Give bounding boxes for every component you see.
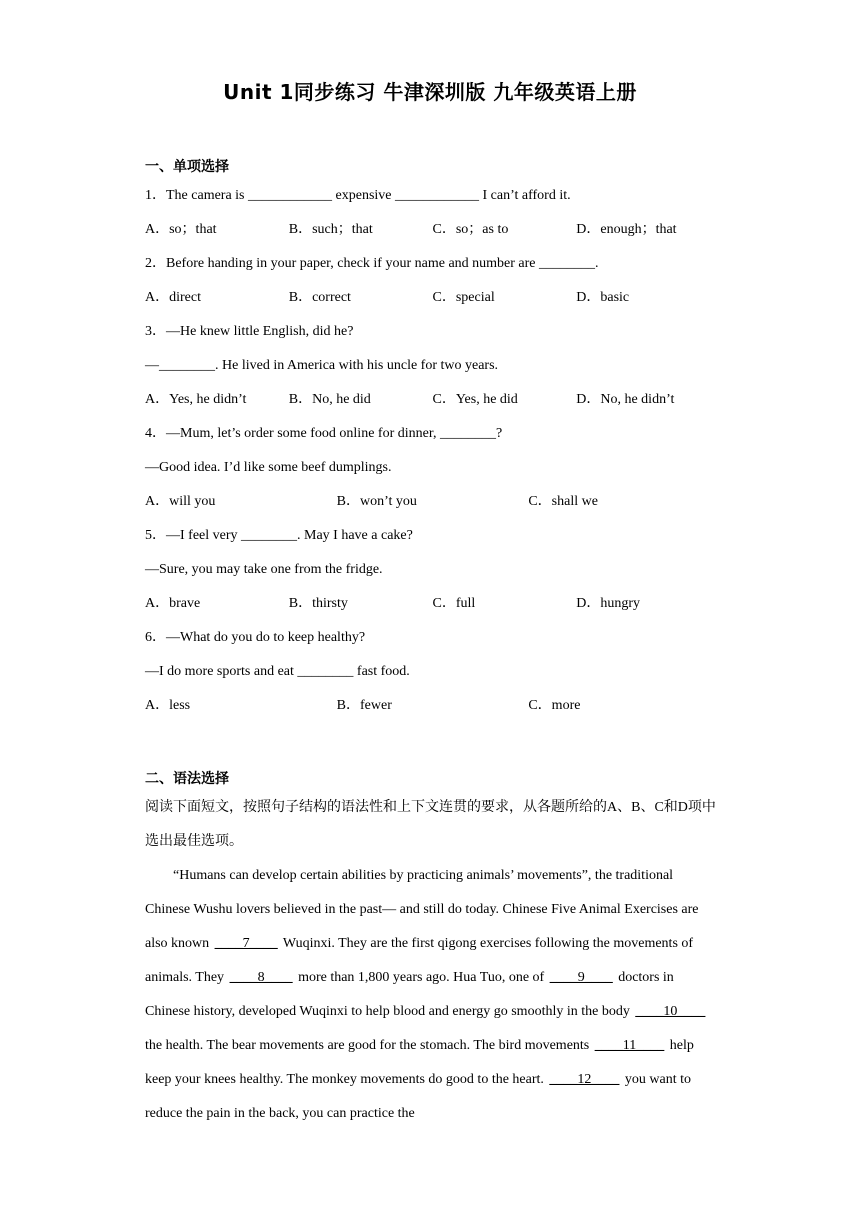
question-5-dialogue: —Sure, you may take one from the fridge. — [145, 562, 383, 577]
option-a[interactable]: A．so；that — [145, 222, 217, 237]
section-instructions: 阅读下面短文，按照句子结构的语法性和上下文连贯的要求，从各题所给的A、B、C和D项中选出最佳选项。 — [145, 800, 716, 849]
question-4-stem: 4．—Mum, let’s order some food online for dinner, ________? — [145, 426, 503, 441]
section-heading-grammar-choice: 二、语法选择 — [145, 771, 229, 787]
passage-paragraph — [145, 859, 720, 1131]
blank-7[interactable]: ____7____ — [214, 936, 278, 951]
option-b[interactable]: B．thirsty — [288, 596, 348, 611]
question-4-dialogue: —Good idea. I’d like some beef dumplings. — [145, 460, 392, 475]
question-2-stem: 2．Before handing in your paper, check if your name and number are ________. — [145, 256, 599, 271]
question-6-options — [145, 689, 720, 723]
option-d[interactable]: D．No, he didn’t — [576, 392, 675, 407]
document-body — [145, 155, 720, 1131]
blank-10[interactable]: ____10____ — [635, 1004, 706, 1019]
passage-text: you want to reduce the pain in the back, you can practice the — [145, 1072, 692, 1121]
question-3-stem: 3．—He knew little English, did he? — [145, 324, 354, 339]
question-4-options — [145, 485, 720, 519]
passage-text: more than 1,800 years ago. Hua Tuo, one of — [294, 970, 548, 985]
section-spacer — [145, 723, 720, 767]
section-heading-single-choice: 一、单项选择 — [145, 159, 229, 175]
passage-text: “Humans can develop certain abilities by practicing animals’ movements”, the traditional Chinese Wushu lovers believed in the past— and still do today. Chinese Five Animal Exercises are also known — [145, 868, 699, 951]
option-c[interactable]: C．special — [432, 290, 495, 305]
question-5-stem: 5．—I feel very ________. May I have a cake? — [145, 528, 413, 543]
question-1-options — [145, 213, 720, 247]
page-title: Unit 1同步练习 牛津深圳版 九年级英语上册 — [223, 80, 637, 104]
option-c[interactable]: C．full — [432, 596, 476, 611]
passage-text: the health. The bear movements are good for the stomach. The bird movements — [145, 1038, 593, 1053]
question-2-options — [145, 281, 720, 315]
question-6-dialogue: —I do more sports and eat ________ fast food. — [145, 664, 410, 679]
option-b[interactable]: B．such；that — [288, 222, 373, 237]
option-a[interactable]: A．brave — [145, 596, 201, 611]
passage-text: help keep your knees healthy. The monkey movements do good to the heart. — [145, 1038, 694, 1087]
option-a[interactable]: A．less — [145, 698, 191, 713]
blank-9[interactable]: ____9____ — [549, 970, 613, 985]
option-a[interactable]: A．direct — [145, 290, 201, 305]
passage-text: doctors in Chinese history, developed Wuqinxi to help blood and energy go smoothly in the body — [145, 970, 674, 1019]
question-3-options — [145, 383, 720, 417]
question-5-options — [145, 587, 720, 621]
blank-12[interactable]: ____12____ — [549, 1072, 620, 1087]
option-a[interactable]: A．Yes, he didn’t — [145, 392, 247, 407]
question-3-dialogue: —________. He lived in America with his uncle for two years. — [145, 358, 499, 373]
option-c[interactable]: C．Yes, he did — [432, 392, 518, 407]
option-d[interactable]: D．hungry — [576, 596, 641, 611]
blank-11[interactable]: ____11____ — [594, 1038, 665, 1053]
option-b[interactable]: B．correct — [288, 290, 351, 305]
question-6-stem: 6．—What do you do to keep healthy? — [145, 630, 366, 645]
option-b[interactable]: B．fewer — [336, 698, 392, 713]
option-d[interactable]: D．basic — [576, 290, 630, 305]
passage-text: Wuqinxi. They are the first qigong exercises following the movements of animals. They — [145, 936, 694, 985]
question-1-stem: 1．The camera is ____________ expensive ____________ I can’t afford it. — [145, 188, 571, 203]
option-b[interactable]: B．No, he did — [288, 392, 371, 407]
option-b[interactable]: B．won’t you — [336, 494, 417, 509]
option-c[interactable]: C．shall we — [528, 494, 598, 509]
option-c[interactable]: C．more — [528, 698, 581, 713]
option-a[interactable]: A．will you — [145, 494, 216, 509]
blank-8[interactable]: ____8____ — [229, 970, 293, 985]
option-d[interactable]: D．enough；that — [576, 222, 677, 237]
option-c[interactable]: C．so；as to — [432, 222, 509, 237]
